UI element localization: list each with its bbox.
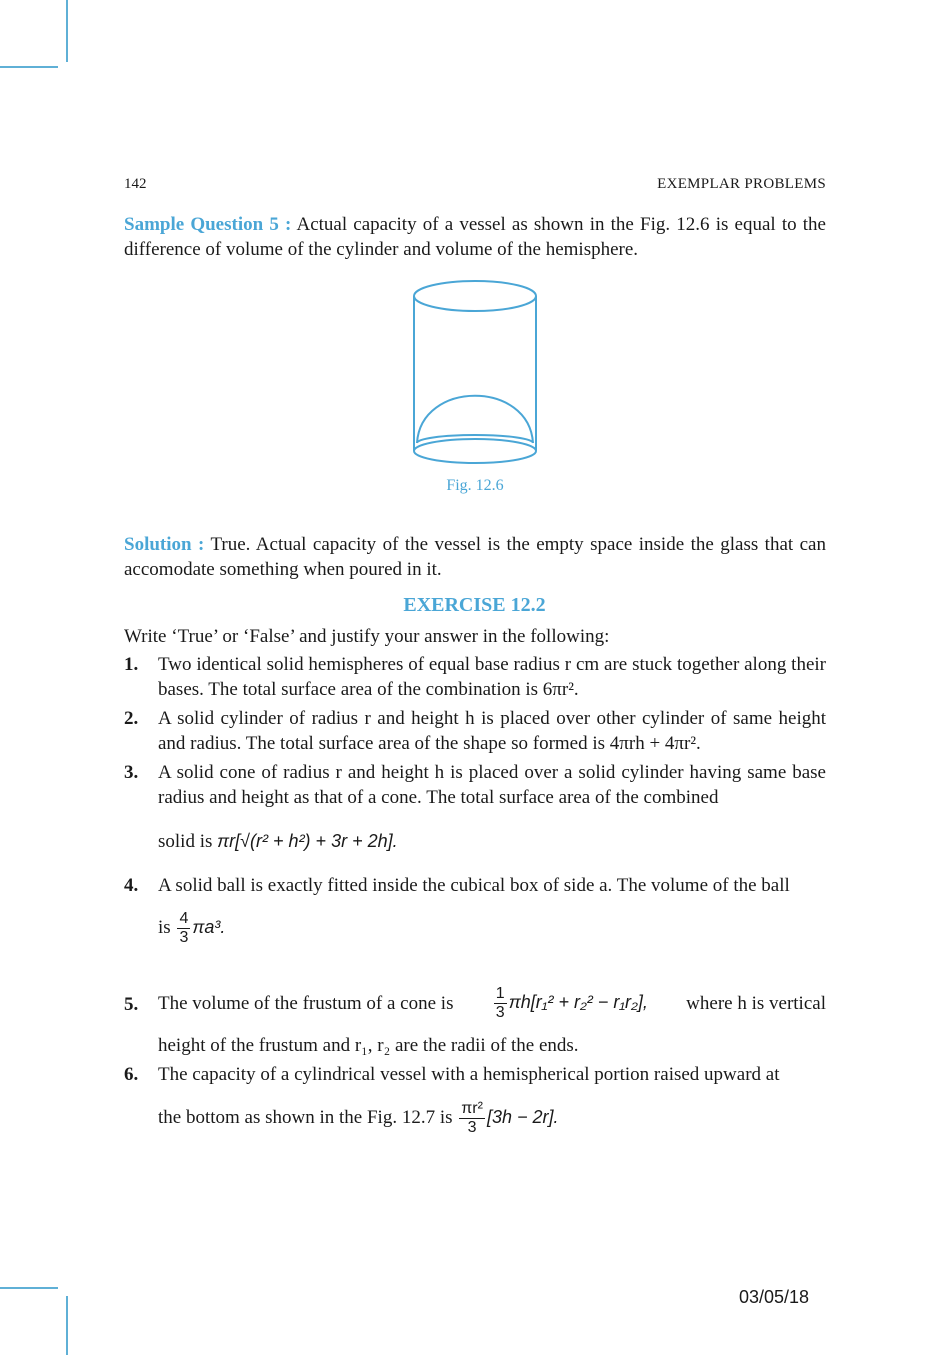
crop-mark-bottom-vertical	[66, 1296, 68, 1355]
page-number: 142	[124, 176, 147, 192]
crop-mark-top-vertical	[66, 0, 68, 62]
item-text-line-2: height of the frustum and r₁, r₂ are the radii of the ends.	[158, 1035, 579, 1056]
formula: πr[√(r² + h²) + 3r + 2h].	[217, 831, 398, 851]
item-text: A solid cylinder of radius r and height h is placed over other cylinder of same height and radius. The total surface area of the shape so formed is 4πrh + 4πr².	[158, 708, 826, 754]
formula-prefix: the bottom as shown in the Fig. 12.7 is	[158, 1106, 453, 1128]
item-number: 6.	[124, 1064, 139, 1085]
fraction-denominator: 3	[179, 929, 189, 946]
print-date: 03/05/18	[739, 1287, 810, 1307]
cylinder-with-hemisphere-diagram	[405, 275, 545, 465]
fraction-numerator: πr²	[461, 1100, 483, 1117]
figure-cylinder-hemisphere	[405, 275, 545, 470]
item-text: A solid ball is exactly fitted inside the cubical box of side a. The volume of the ball	[158, 875, 790, 896]
item-number: 2.	[124, 708, 139, 729]
fraction	[494, 985, 507, 1022]
fraction	[177, 910, 190, 947]
sample-question	[124, 212, 826, 262]
formula: [3h − 2r].	[486, 1106, 559, 1127]
item-number: 3.	[124, 762, 139, 783]
crop-mark-bottom-horizontal	[0, 1287, 58, 1289]
cylinder-base-back	[414, 439, 536, 451]
crop-mark-top-horizontal	[0, 66, 58, 68]
cylinder-top-ellipse	[414, 281, 536, 311]
fraction-denominator: 3	[467, 1119, 477, 1136]
solution-text: True. Actual capacity of the vessel is the empty space inside the glass that can accomodate something when poured in it.	[124, 534, 826, 580]
fraction-numerator: 4	[179, 910, 189, 927]
fraction	[459, 1100, 485, 1137]
running-title: EXEMPLAR PROBLEMS	[657, 176, 826, 192]
item-text: Two identical solid hemispheres of equal base radius r cm are stuck together along their bases. The total surface area of the combination is 6πr².	[158, 654, 826, 700]
exercise-instruction: Write ‘True’ or ‘False’ and justify your answer in the following:	[124, 626, 610, 647]
figure-caption: Fig. 12.6	[446, 477, 504, 494]
solution	[124, 532, 826, 582]
item-text: A solid cone of radius r and height h is placed over a solid cylinder having same base radius and height as that of a cone. The total surface area of the combined	[158, 762, 826, 808]
formula-prefix: solid is	[158, 831, 213, 852]
item-number: 5.	[124, 994, 139, 1015]
solution-label: Solution :	[124, 534, 205, 555]
sample-question-label: Sample Question 5 :	[124, 214, 292, 235]
sample-question-text: Actual capacity of a vessel as shown in the Fig. 12.6 is equal to the difference of volume of the cylinder and volume of the hemisphere.	[124, 214, 826, 260]
item-number: 4.	[124, 875, 139, 896]
item-text-after: where h is vertical	[686, 992, 826, 1014]
formula: πa³.	[192, 916, 226, 937]
formula: πh[r₁² + r₂² − r₁r₂],	[508, 991, 648, 1012]
cylinder-base-front	[414, 451, 536, 463]
exercise-title: EXERCISE 12.2	[403, 594, 546, 616]
item-number: 1.	[124, 654, 139, 675]
exercise-item-5	[124, 978, 826, 1028]
item-text-before: The volume of the frustum of a cone is	[158, 992, 454, 1014]
item-text: The capacity of a cylindrical vessel with a hemispherical portion raised upward at	[158, 1064, 780, 1085]
fraction-numerator: 1	[495, 984, 505, 1002]
formula-prefix: is	[158, 916, 171, 938]
fraction-denominator: 3	[495, 1003, 505, 1021]
